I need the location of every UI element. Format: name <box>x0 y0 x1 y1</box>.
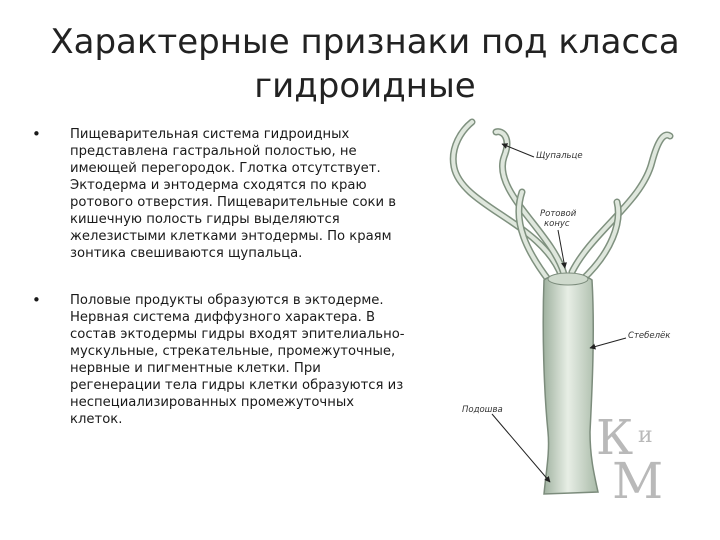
bullet-item <box>30 126 410 262</box>
label-sole: Подошва <box>462 405 503 415</box>
bullet-marker: • <box>32 125 41 143</box>
label-mouth-cone-2: конус <box>544 219 570 229</box>
bullet-text: Пищеварительная система гидроидных представлена гастральной полостью, не имеющей перегородок. Глотка отсутствует. Эктодерма и энтодерма сходятся по краю ротового отверстия. Пищеварительные соки в кишечную полость гидры выделяются железистыми клетками энтодермы. По краям зонтика свешиваются щупальца. <box>70 127 397 261</box>
tentacles <box>453 122 670 282</box>
hydra-figure <box>432 112 710 508</box>
bullet-text: Половые продукты образуются в эктодерме. Нервная система диффузного характера. В состав эктодермы гидры входят эпителиально-мускульные, стрекательные, промежуточные, нервные и пигментные клетки. При регенерации тела гидры клетки образуются из неспециализированных промежуточных клеток. <box>70 293 405 427</box>
bullet-list <box>30 126 410 428</box>
label-tentacle: Щупальце <box>536 151 583 161</box>
bullet-item <box>30 292 410 428</box>
bullet-marker: • <box>32 291 41 309</box>
watermark-letter-2: и <box>638 423 653 448</box>
slide-title: Характерные признаки под класса гидроидные <box>50 22 680 106</box>
watermark-logo <box>596 410 663 508</box>
hydra-illustration <box>432 112 710 508</box>
watermark-letter-1: К <box>596 410 634 466</box>
label-stalk: Стебелёк <box>628 331 671 341</box>
label-mouth-cone-1: Ротовой <box>540 209 577 219</box>
watermark-letter-3: М <box>612 452 664 508</box>
hydra-body <box>543 274 598 494</box>
